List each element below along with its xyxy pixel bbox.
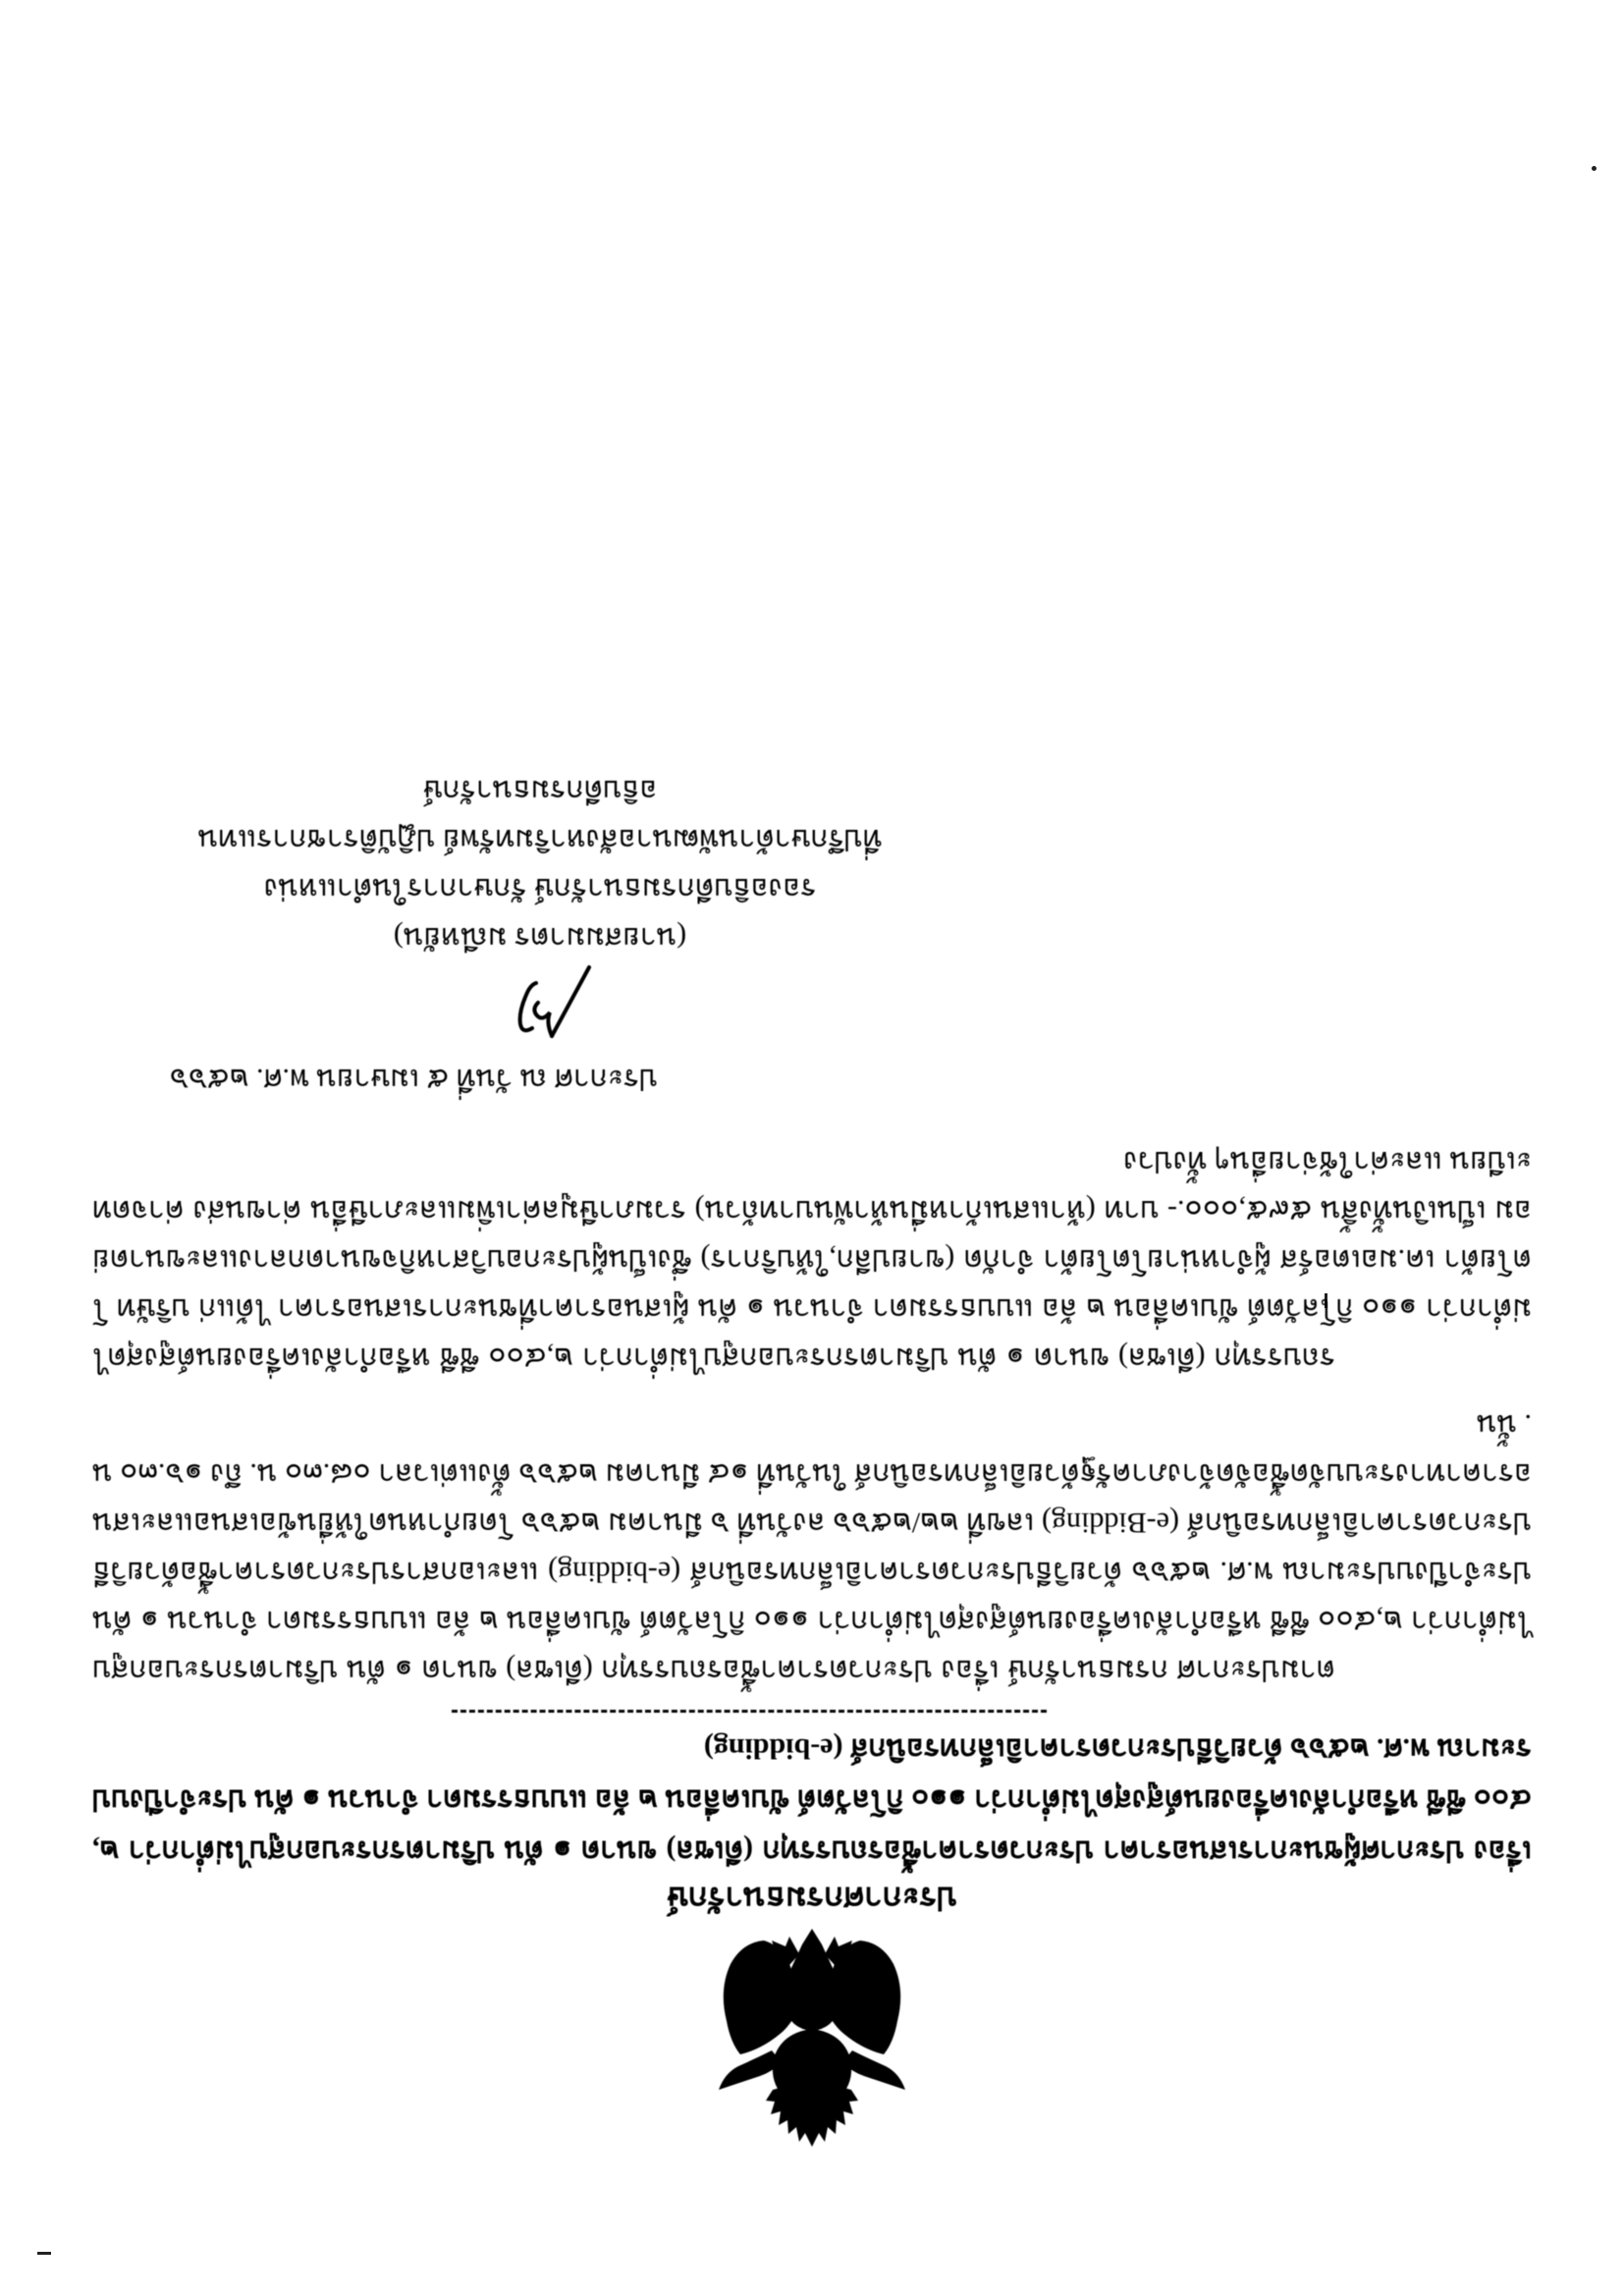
scan-artifact-dash (37, 2252, 51, 2255)
paragraph-winner-details: รถบรรทุก (ดีเซล) ขนาด ๑ ตัน ปริมาตรกระบอกสูบไม่ต่ำกว่า ๒,๔๐๐ ซีซี หรือกำลังเครื่องยนต์สูงสุดไม่ต่ำกว่า ๑๑๐ กิโลวัตต์ ขับเคลื่อน ๒ ล้อ แบบธรรมดา จำนวน ๑ คัน ผู้เสนอราคาที่ชนะการเสนอราคา ได้แก่ บริษัท โตโยต้า เค.มอเตอร์ส ผู้จำหน่ายโตโยต้า จำกัด (ขายปลีก,ให้บริการ) ซึ่งเป็นผู้ประกอบวิสาหกิจขนาดกลางและขนาดย่อม เป็นเงินทั้งสิ้น ๕๙๕,๐๐๐.- บาท (ห้าแสนเก้าหมื่นห้าพันบาทถ้วน) รวมภาษีมูลค่าเพิ่มและภาษีอื่น ค่าขนส่ง ค่าจดทะเบียน และค่าใช้จ่ายอื่นๆ ทั้งปวง (92, 1145, 1532, 1374)
signature-block (157, 765, 923, 1048)
agency-title: ประกาศกรมธนารักษ์ (667, 1880, 958, 1915)
document-body (92, 765, 1532, 2296)
signatory-position-2: ที่ปรึกษาด้านพัฒนาอสังหาริมทรัพย์ ปฏิบัติราชการแทน (197, 823, 883, 855)
subject-line: เรื่อง ประกาศผู้ชนะการเสนอราคา ประกวดราคาซื้อรถบรรทุก (ดีเซล) ขนาด ๑ ตัน ปริมาตรกระบอกสูบไม่ต่ำกว่า ๒,๔๐๐ ซีซี หรือกำลังเครื่องยนต์สูงสุดไม่ต่ำกว่า ๑๑๐ กิโลวัตต์ ขับเคลื่อน ๒ ล้อ แบบธรรมดา จำนวน ๑ คัน ประจำปีงบประมาณ พ.ศ. ๒๕๖๖ ด้วยวิธีประกวดราคาอิเล็กทรอนิกส์ (e-bidding) (92, 1732, 1532, 1867)
signatory-name: (นายสมมาตร มณีหยัน) (393, 921, 687, 954)
signature-icon (483, 963, 597, 1048)
signatory-position-1: รองอธิบดีกรมธนารักษ์ รักษาการในตำแหน่ง (263, 872, 817, 904)
issued-date-line: ประกาศ ณ วันที่ ๕ เมษายน พ.ศ. ๒๕๖๖ (169, 1063, 658, 1095)
signatory-position-3: อธิบดีกรมธนารักษ์ (422, 774, 658, 806)
dashed-divider (452, 1710, 1047, 1713)
scan-artifact-dot (1592, 166, 1597, 171)
garuda-emblem-icon (711, 1927, 913, 2149)
paragraph-invitation-recap: ตามประกาศ กรมธนารักษ์ เรื่อง ประกวดราคาซื้อรถบรรทุก (ดีเซล) ขนาด ๑ ตัน ปริมาตรกระบอกสูบไม่ต่ำกว่า ๒,๔๐๐ ซีซี หรือกำลังเครื่องยนต์สูงสุดไม่ต่ำกว่า ๑๑๐ กิโลวัตต์ ขับเคลื่อน ๒ ล้อ แบบธรรมดา จำนวน ๑ คัน ประจำปีงบประมาณ พ.ศ. ๒๕๖๖ ด้วยวิธีประกวดราคาอิเล็กทรอนิกส์ (e-bidding) และเอกสารประกวดราคาซื้อด้วยวิธีประกวดราคาอิเล็กทรอนิกส์ (e-Bidding) เลขที่ ๒๒/๒๕๖๖ ลงวันที่ ๖ มีนาคม ๒๕๖๖ โดยกำหนดให้ยื่นข้อเสนอและเสนอราคาทางระบบจัดซื้อจัดจ้างภาครัฐด้วยอิเล็กทรอนิกส์ ในวันที่ ๑๔ มีนาคม ๒๕๖๖ ตั้งแต่เวลา ๐๘.๓๐ น. ถึง ๑๖.๓๐ น. นั้น (92, 1408, 1532, 1686)
